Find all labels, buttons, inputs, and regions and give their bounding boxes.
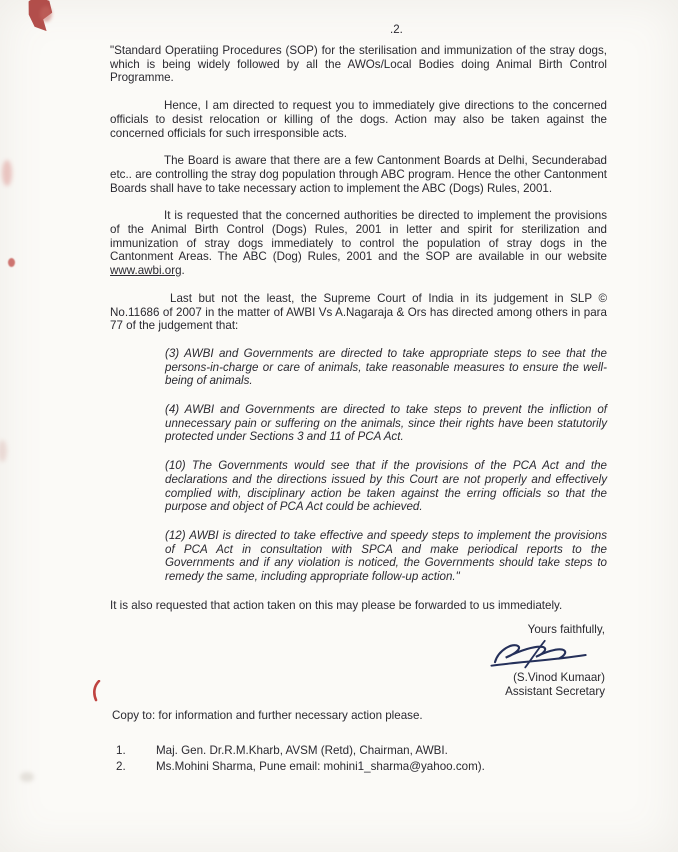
copy-to-item bbox=[116, 759, 607, 776]
judgement-quote-3: (3) AWBI and Governments are directed to take appropriate steps to see that the persons-in-charge or care of animals, take reasonable measures to ensure the well-being of animals. bbox=[165, 346, 607, 388]
red-pen-mark bbox=[90, 680, 104, 702]
signatory-name: (S.Vinod Kumaar) bbox=[513, 670, 605, 684]
paragraph-abc-rules bbox=[110, 209, 607, 278]
paragraph-cantonment-boards: The Board is aware that there are a few Cantonment Boards at Delhi, Secunderabad etc.. are controlling the stray dog population through ABC program. Hence the other Cantonment Boards shall have to take necessary action to implement the ABC (Dogs) Rules, 2001. bbox=[110, 154, 607, 195]
paragraph-text: It is requested that the concerned authorities be directed to implement the provisions of the Animal Birth Control (Dogs) Rules, 2001 in letter and spirit for sterilization and immunization of stray dogs immediately to control the population of stray dogs in the Cantonment Areas. The ABC (Dog) Rules, 2001 and the SOP are available in our website bbox=[110, 209, 607, 264]
copy-to-list bbox=[116, 743, 607, 776]
copy-to-item bbox=[116, 743, 607, 760]
copy-to-note: Copy to: for information and further necessary action please. bbox=[112, 708, 423, 722]
item-text: Maj. Gen. Dr.R.M.Kharb, AVSM (Retd), Chairman, AWBI. bbox=[156, 743, 448, 757]
closing-request: It is also requested that action taken on this may please be forwarded to us immediately. bbox=[110, 598, 563, 612]
page-number: .2. bbox=[390, 24, 403, 36]
scan-smudge bbox=[20, 772, 34, 782]
signature bbox=[489, 639, 597, 671]
item-number: 2. bbox=[116, 760, 126, 773]
scan-smudge bbox=[2, 160, 12, 186]
paragraph-directions-request: Hence, I am directed to request you to immediately give directions to the concerned officials to desist relocation or killing of the dogs. Action may also be taken against the concerned officials for such irresponsible acts. bbox=[110, 99, 607, 140]
item-number: 1. bbox=[116, 743, 126, 757]
judgement-quote-12: (12) AWBI is directed to take effective and speedy steps to implement the provisions of PCA Act in consultation with SPCA and make periodical reports to the Governments and if any violation is noticed, the Governments should take steps to remedy the same, including appropriate follow-up action." bbox=[165, 528, 607, 584]
judgement-quote-10: (10) The Governments would see that if the provisions of the PCA Act and the declarations and the directions issued by this Court are not properly and effectively complied with, disciplinary action be taken against the erring officials so that the purpose and object of PCA Act could be achieved. bbox=[165, 459, 607, 514]
red-ink-stain bbox=[25, 0, 54, 32]
letter-body bbox=[110, 44, 607, 776]
item-text: Ms.Mohini Sharma, Pune email: mohini1_sharma@yahoo.com). bbox=[156, 760, 485, 773]
paragraph-sop: "Standard Operatiing Procedures (SOP) for the sterilisation and immunization of the stray dogs, which is being widely followed by all the AWOs/Local Bodies doing Animal Birth Control Programme. bbox=[110, 44, 607, 85]
signoff-block bbox=[110, 623, 607, 699]
red-ink-stain-halo bbox=[40, 6, 52, 22]
valediction: Yours faithfully, bbox=[527, 622, 605, 636]
judgement-quote-4: (4) AWBI and Governments are directed to take steps to prevent the infliction of unnecessary pain or suffering on the animals, since their rights have been statutorily protected under Sections 3 and 11 of PCA Act. bbox=[165, 403, 607, 444]
awbi-website-link[interactable]: www.awbi.org bbox=[110, 264, 182, 278]
paragraph-text: . bbox=[181, 264, 185, 278]
signatory-title: Assistant Secretary bbox=[505, 684, 605, 698]
paragraph-supreme-court: Last but not the least, the Supreme Court of India in its judgement in SLP © No.11686 of 2007 in the matter of AWBI Vs A.Nagaraja & Ors has directed among others in para 77 of the judgement that: bbox=[110, 291, 607, 333]
scan-smudge bbox=[0, 440, 7, 462]
red-ink-dot bbox=[8, 258, 15, 267]
